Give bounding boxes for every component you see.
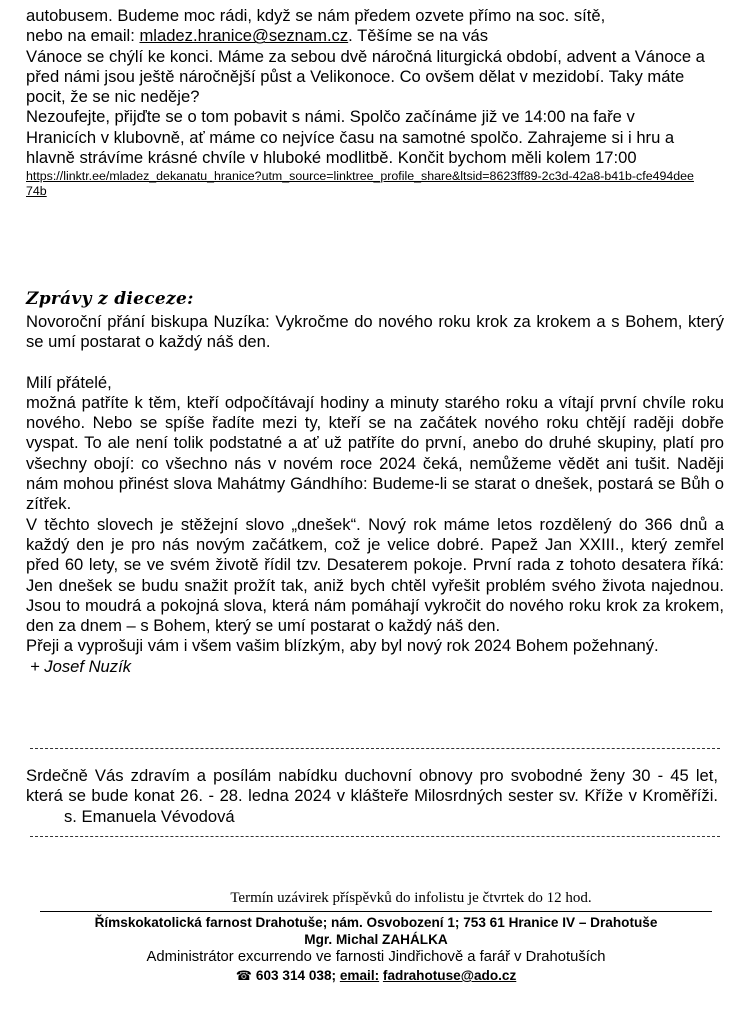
intro-line-1: autobusem. Budeme moc rádi, když se nám předem ozvete přímo na soc. sítě, [26,6,606,25]
priest-role: Administrátor excurrendo ve farnosti Jindřichově a farář v Drahotuších [146,949,606,965]
retreat-section [26,766,718,827]
footer [26,888,726,984]
linktree-link[interactable]: https://linktr.ee/mladez_dekanatu_hranice?utm_source=linktree_profile_share&ltsid=8623ff89-2c3d-42a8-b41b-cfe494dee74b [26,169,694,199]
deadline-notice: Termín uzávirek příspěvků do infolistu je čtvrtek do 12 hod. [230,890,592,906]
letter-greeting: Milí přátelé, [26,372,112,392]
bishop-wish-lead: Novoroční přání biskupa Nuzíka: Vykročme do nového roku krok za krokem a s Bohem, který se umí postarat o každý náš den. [26,312,724,352]
retreat-signature: s. Emanuela Vévodová [64,806,235,826]
email-label: email: [339,968,380,983]
dashed-divider-top [30,748,720,749]
intro-line-2 [26,26,716,46]
parish-email-link[interactable]: fadrahotuse@ado.cz [382,968,517,983]
phone-icon: ☎ [235,968,252,983]
contact-line: ☎ 603 314 038; email: fadrahotuse@ado.cz [235,968,517,983]
footer-rule [40,911,712,912]
retreat-text [26,766,718,827]
dashed-divider-bottom [30,836,720,837]
youth-email-link[interactable]: mladez.hranice@seznam.cz [139,26,349,46]
section-heading: Zprávy z dieceze: [26,289,194,309]
phone-number: 603 314 038 [255,968,332,983]
diocese-section [26,289,724,677]
retreat-offer: Srdečně Vás zdravím a posílám nabídku duchovní obnovy pro svobodné ženy 30 - 45 let, která se bude konat 26. - 28. ledna 2024 v klášteře Milosrdných sester sv. Kříže v Kroměříži. [26,766,718,806]
intro-paragraph-3: Nezoufejte, přijďte se o tom pobavit s námi. Spolčo začínáme již ve 14:00 na faře v Hranicích v klubovně, ať máme co nejvíce času na samotné spolčo. Zahrajeme si i hru a hlavně strávíme krásné chvíle v hluboké modlitbě. Končit bychom měli kolem 17:00 [26,107,675,168]
intro-section [26,6,716,199]
intro-line-2-suffix: . Těšíme se na vás [348,26,489,46]
letter-signature: + Josef Nuzík [30,656,131,676]
letter-paragraph-2: V těchto slovech je stěžejní slovo „dnešek“. Nový rok máme letos rozdělený do 366 dnů a každý den je pro nás novým začátkem, což je velice dobré. Papež Jan XXIII., který zemřel před 60 lety, se ve svém životě řídil tzv. Desaterem pokoje. První rada z tohoto desatera říká: Jen dnešek se budu snažit prožít tak, aniž bych chtěl vyřešit problém svého života najednou. Jsou to moudrá a pokojná slova, která nám pomáhají vykročit do nového roku krok za krokem, den za dnem – s Bohem, který se umí postarat o každý náš den. [26,514,724,636]
intro-paragraph-2: Vánoce se chýlí ke konci. Máme za sebou dvě náročná liturgická období, advent a Vánoce a před námi jsou ještě náročnější půst a Velikonoce. Co ovšem dělat v mezidobí. Taky máte pocit, že se nic neděje? [26,46,705,107]
priest-name: Mgr. Michal ZAHÁLKA [304,932,448,947]
letter-paragraph-3: Přeji a vyprošuji vám i všem vašim blízkým, aby byl nový rok 2024 Bohem požehnaný. [26,636,659,656]
letter-paragraph-1: možná patříte k těm, kteří odpočítávají hodiny a minuty starého roku a vítají první chvíle roku nového. Nebo se spíše řadíte mezi ty, kteří se na začátek nového roku chtějí raději dobře vyspat. To ale není tolik podstatné a ať už patříte do první, anebo do druhé skupiny, platí pro všechny obojí: co všechno nás v novém roce 2024 čeká, nemůžeme vědět ani tušit. Naději nám mohou přinést slova Mahátmy Gándhího: Budeme-li se starat o dnešek, postará se Bůh o zítřek. [26,392,724,514]
parish-address: Římskokatolická farnost Drahotuše; nám. Osvobození 1; 753 61 Hranice IV – Drahotuše [94,915,658,930]
intro-line-2-prefix: nebo na email: [26,26,140,46]
